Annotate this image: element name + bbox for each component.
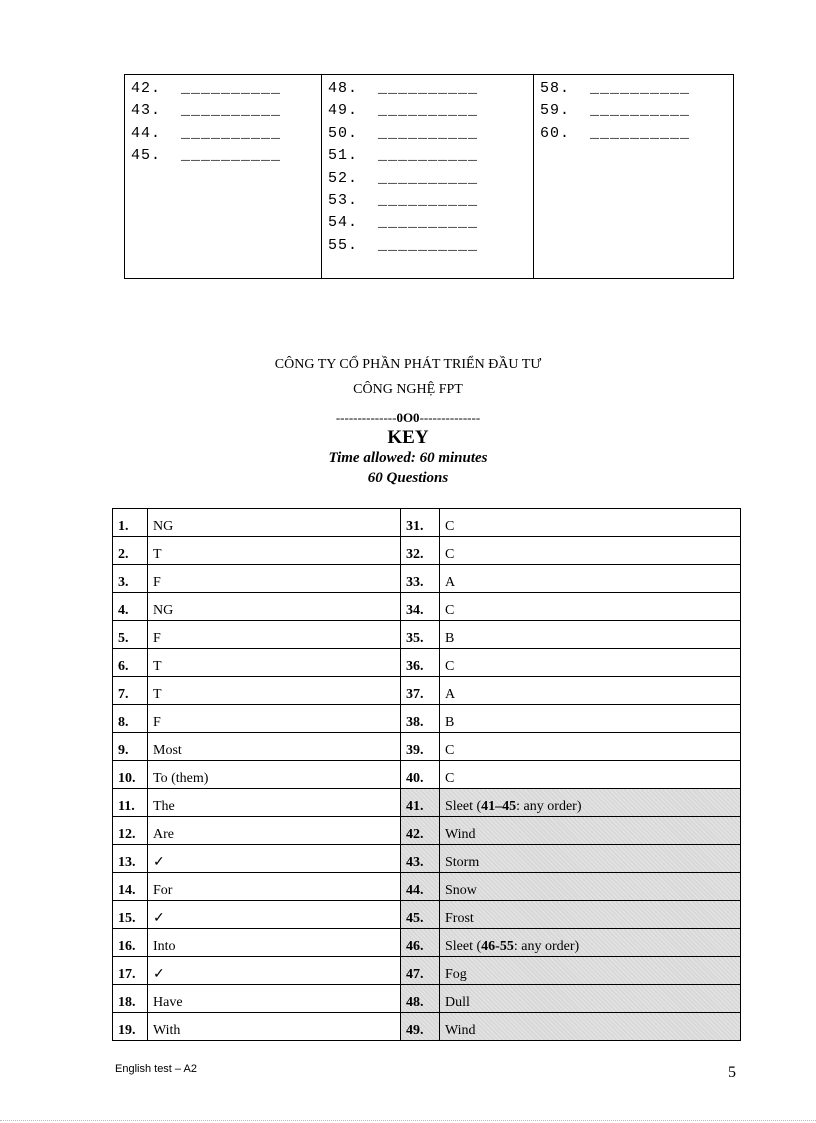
answer-cell: C bbox=[440, 593, 741, 621]
question-number: 13. bbox=[113, 845, 148, 873]
table-row bbox=[113, 565, 741, 593]
question-number: 49. bbox=[401, 1013, 440, 1041]
answer-cell: A bbox=[440, 565, 741, 593]
answer-cell: T bbox=[148, 649, 401, 677]
answer-line: 53. __________ bbox=[328, 192, 479, 210]
table-row bbox=[113, 509, 741, 537]
answer-cell: T bbox=[148, 537, 401, 565]
answer-line: 49. __________ bbox=[328, 102, 479, 120]
answer-cell: Wind bbox=[440, 817, 741, 845]
answer-cell: ✓ bbox=[148, 901, 401, 929]
time-allowed: Time allowed: 60 minutes bbox=[328, 450, 488, 466]
answer-line: 51. __________ bbox=[328, 147, 479, 165]
answer-line: 59. __________ bbox=[540, 102, 691, 120]
table-row bbox=[113, 873, 741, 901]
table-row bbox=[113, 901, 741, 929]
question-count: 60 Questions bbox=[367, 470, 449, 486]
question-number: 41. bbox=[401, 789, 440, 817]
answer-cell bbox=[440, 929, 741, 957]
question-number: 31. bbox=[401, 509, 440, 537]
question-number: 11. bbox=[113, 789, 148, 817]
answer-cell: NG bbox=[148, 593, 401, 621]
note-open: ( bbox=[473, 939, 482, 954]
question-number: 12. bbox=[113, 817, 148, 845]
table-row bbox=[113, 845, 741, 873]
answer-cell: NG bbox=[148, 509, 401, 537]
note-close: : any order) bbox=[513, 939, 580, 954]
page-title: KEY bbox=[387, 427, 429, 448]
answer-column-1 bbox=[125, 75, 322, 278]
footer-test-name: English test – A2 bbox=[115, 1063, 197, 1075]
divider-ornament: 0O0 bbox=[396, 410, 420, 425]
question-number: 43. bbox=[401, 845, 440, 873]
answer-cell: With bbox=[148, 1013, 401, 1041]
company-name-line-1: CÔNG TY CỔ PHẦN PHÁT TRIỂN ĐẦU TƯ bbox=[274, 357, 542, 372]
question-number: 36. bbox=[401, 649, 440, 677]
question-number: 17. bbox=[113, 957, 148, 985]
answer-cell: C bbox=[440, 537, 741, 565]
answer-cell: ✓ bbox=[148, 957, 401, 985]
answer-line: 52. __________ bbox=[328, 169, 479, 187]
answer-cell: The bbox=[148, 789, 401, 817]
table-row bbox=[113, 621, 741, 649]
answer-cell: Into bbox=[148, 929, 401, 957]
question-number: 9. bbox=[113, 733, 148, 761]
note-open: ( bbox=[473, 799, 482, 814]
question-number: 15. bbox=[113, 901, 148, 929]
table-row bbox=[113, 817, 741, 845]
question-number: 40. bbox=[401, 761, 440, 789]
question-number: 44. bbox=[401, 873, 440, 901]
answer-line: 45. __________ bbox=[131, 147, 282, 165]
page-number: 5 bbox=[728, 1064, 736, 1081]
question-number: 45. bbox=[401, 901, 440, 929]
answer-line: 50. __________ bbox=[328, 124, 479, 142]
answer-line: 54. __________ bbox=[328, 214, 479, 232]
question-number: 5. bbox=[113, 621, 148, 649]
answer-line: 43. __________ bbox=[131, 102, 282, 120]
table-row bbox=[113, 929, 741, 957]
table-row bbox=[113, 733, 741, 761]
question-number: 35. bbox=[401, 621, 440, 649]
ornament-divider bbox=[0, 410, 816, 426]
answer-cell: Snow bbox=[440, 873, 741, 901]
page-bottom-rule bbox=[0, 1120, 816, 1121]
table-row bbox=[113, 649, 741, 677]
question-number: 46. bbox=[401, 929, 440, 957]
answer-text: Sleet bbox=[445, 799, 473, 814]
answer-line: 44. __________ bbox=[131, 124, 282, 142]
answer-cell: For bbox=[148, 873, 401, 901]
question-number: 34. bbox=[401, 593, 440, 621]
table-row bbox=[113, 705, 741, 733]
answer-cell: Storm bbox=[440, 845, 741, 873]
answer-cell: Are bbox=[148, 817, 401, 845]
table-row bbox=[113, 957, 741, 985]
answer-cell: Dull bbox=[440, 985, 741, 1013]
question-number: 32. bbox=[401, 537, 440, 565]
table-row bbox=[113, 1013, 741, 1041]
answer-cell: F bbox=[148, 565, 401, 593]
question-number: 14. bbox=[113, 873, 148, 901]
note-range: 41–45 bbox=[481, 799, 517, 814]
answer-cell: To (them) bbox=[148, 761, 401, 789]
answer-key-table bbox=[112, 508, 741, 1041]
question-number: 8. bbox=[113, 705, 148, 733]
table-row bbox=[113, 985, 741, 1013]
question-number: 3. bbox=[113, 565, 148, 593]
answer-column-2 bbox=[322, 75, 534, 278]
question-number: 1. bbox=[113, 509, 148, 537]
table-row bbox=[113, 677, 741, 705]
answer-cell: F bbox=[148, 705, 401, 733]
question-number: 39. bbox=[401, 733, 440, 761]
answer-cell: ✓ bbox=[148, 845, 401, 873]
question-number: 37. bbox=[401, 677, 440, 705]
answer-sheet-table bbox=[124, 74, 734, 279]
answer-cell: Fog bbox=[440, 957, 741, 985]
question-number: 6. bbox=[113, 649, 148, 677]
answer-cell: C bbox=[440, 509, 741, 537]
answer-text: Sleet bbox=[445, 939, 473, 954]
answer-line: 48. __________ bbox=[328, 80, 479, 97]
question-number: 10. bbox=[113, 761, 148, 789]
question-number: 38. bbox=[401, 705, 440, 733]
table-row bbox=[113, 593, 741, 621]
question-number: 4. bbox=[113, 593, 148, 621]
answer-cell: Have bbox=[148, 985, 401, 1013]
answer-cell: Frost bbox=[440, 901, 741, 929]
note-range: 46-55 bbox=[481, 939, 514, 954]
question-number: 33. bbox=[401, 565, 440, 593]
answer-cell: C bbox=[440, 733, 741, 761]
table-row bbox=[113, 789, 741, 817]
answer-cell: Wind bbox=[440, 1013, 741, 1041]
answer-cell: C bbox=[440, 761, 741, 789]
divider-dashes-left: -------------- bbox=[335, 410, 397, 425]
answer-cell: A bbox=[440, 677, 741, 705]
answer-line: 60. __________ bbox=[540, 124, 691, 142]
question-number: 48. bbox=[401, 985, 440, 1013]
answer-line: 55. __________ bbox=[328, 236, 479, 254]
question-number: 2. bbox=[113, 537, 148, 565]
answer-line: 58. __________ bbox=[540, 80, 691, 97]
answer-cell bbox=[440, 789, 741, 817]
company-name-line-2: CÔNG NGHỆ FPT bbox=[353, 382, 463, 397]
answer-cell: F bbox=[148, 621, 401, 649]
table-row bbox=[113, 537, 741, 565]
table-row bbox=[113, 761, 741, 789]
divider-dashes-right: -------------- bbox=[419, 410, 481, 425]
answer-cell: C bbox=[440, 649, 741, 677]
answer-cell: B bbox=[440, 621, 741, 649]
note-close: : any order) bbox=[516, 799, 582, 814]
question-number: 16. bbox=[113, 929, 148, 957]
question-number: 19. bbox=[113, 1013, 148, 1041]
question-number: 47. bbox=[401, 957, 440, 985]
answer-line: 42. __________ bbox=[131, 80, 282, 97]
question-number: 42. bbox=[401, 817, 440, 845]
answer-cell: B bbox=[440, 705, 741, 733]
question-number: 7. bbox=[113, 677, 148, 705]
answer-cell: Most bbox=[148, 733, 401, 761]
answer-column-3 bbox=[534, 75, 733, 278]
question-number: 18. bbox=[113, 985, 148, 1013]
answer-cell: T bbox=[148, 677, 401, 705]
